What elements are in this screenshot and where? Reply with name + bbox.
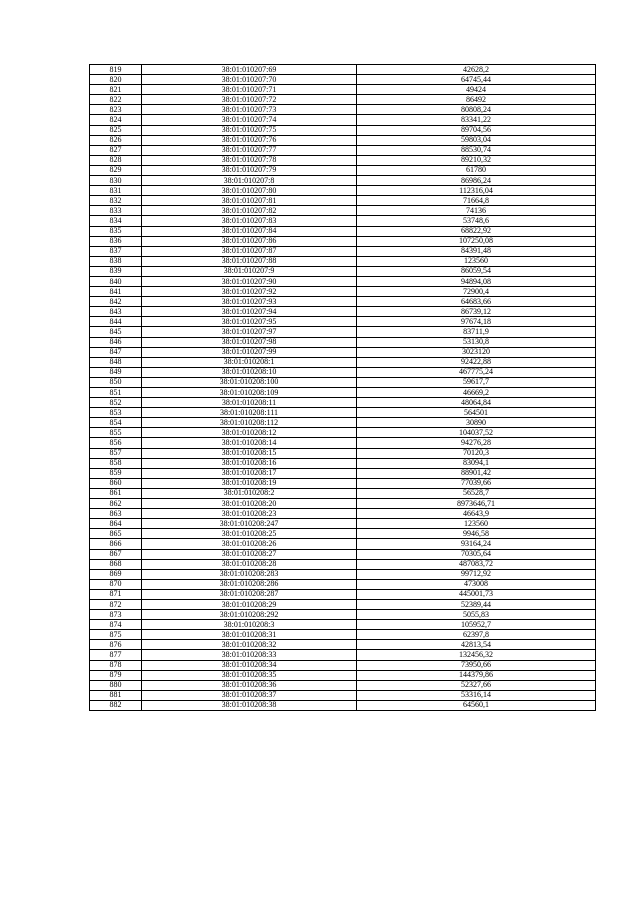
table-row [90,680,596,690]
value-cell: 53316,14 [357,690,596,700]
cadastral-number-cell: 38:01:010207:76 [142,135,357,145]
row-number-cell: 843 [90,307,142,317]
value-cell: 86739,12 [357,307,596,317]
table-row [90,388,596,398]
row-number-cell: 877 [90,650,142,660]
value-cell: 52327,66 [357,680,596,690]
value-cell: 3023120 [357,347,596,357]
value-cell: 86492 [357,95,596,105]
table-row [90,690,596,700]
table-row [90,519,596,529]
row-number-cell: 849 [90,367,142,377]
value-cell: 68822,92 [357,226,596,236]
table-row [90,478,596,488]
cadastral-number-cell: 38:01:010208:10 [142,367,357,377]
value-cell: 83341,22 [357,115,596,125]
row-number-cell: 842 [90,297,142,307]
value-cell: 42813,54 [357,640,596,650]
value-cell: 89704,56 [357,125,596,135]
table-row [90,549,596,559]
value-cell: 89210,32 [357,155,596,165]
cadastral-number-cell: 38:01:010207:86 [142,236,357,246]
row-number-cell: 880 [90,680,142,690]
table-row [90,610,596,620]
row-number-cell: 872 [90,599,142,609]
row-number-cell: 836 [90,236,142,246]
row-number-cell: 846 [90,337,142,347]
cadastral-number-cell: 38:01:010208:26 [142,539,357,549]
table-row [90,276,596,286]
row-number-cell: 868 [90,559,142,569]
row-number-cell: 835 [90,226,142,236]
value-cell: 80808,24 [357,105,596,115]
row-number-cell: 876 [90,640,142,650]
value-cell: 84391,48 [357,246,596,256]
value-cell: 564501 [357,408,596,418]
cadastral-number-cell: 38:01:010207:92 [142,287,357,297]
cadastral-number-cell: 38:01:010207:72 [142,95,357,105]
row-number-cell: 847 [90,347,142,357]
table-row [90,408,596,418]
value-cell: 71664,8 [357,196,596,206]
table-row [90,357,596,367]
value-cell: 52389,44 [357,599,596,609]
table-row [90,206,596,216]
row-number-cell: 832 [90,196,142,206]
value-cell: 97674,18 [357,317,596,327]
row-number-cell: 882 [90,700,142,710]
row-number-cell: 823 [90,105,142,115]
cadastral-number-cell: 38:01:010208:100 [142,377,357,387]
cadastral-number-cell: 38:01:010207:80 [142,186,357,196]
cadastral-number-cell: 38:01:010208:16 [142,458,357,468]
cadastral-number-cell: 38:01:010207:82 [142,206,357,216]
cadastral-number-cell: 38:01:010207:87 [142,246,357,256]
table-row [90,236,596,246]
row-number-cell: 825 [90,125,142,135]
value-cell: 64683,66 [357,297,596,307]
row-number-cell: 834 [90,216,142,226]
cadastral-number-cell: 38:01:010207:69 [142,65,357,75]
row-number-cell: 833 [90,206,142,216]
value-cell: 30890 [357,418,596,428]
value-cell: 70120,3 [357,448,596,458]
row-number-cell: 831 [90,186,142,196]
table-row [90,226,596,236]
value-cell: 99712,92 [357,569,596,579]
table-row [90,266,596,276]
row-number-cell: 863 [90,509,142,519]
row-number-cell: 879 [90,670,142,680]
cadastral-number-cell: 38:01:010207:73 [142,105,357,115]
table-row [90,468,596,478]
table-row [90,186,596,196]
table-row [90,95,596,105]
row-number-cell: 867 [90,549,142,559]
table-row [90,398,596,408]
table-row [90,287,596,297]
value-cell: 61780 [357,165,596,175]
row-number-cell: 829 [90,165,142,175]
cadastral-number-cell: 38:01:010208:12 [142,428,357,438]
row-number-cell: 878 [90,660,142,670]
table-row [90,115,596,125]
value-cell: 92422,88 [357,357,596,367]
row-number-cell: 844 [90,317,142,327]
value-cell: 86986,24 [357,176,596,186]
cadastral-number-cell: 38:01:010208:38 [142,700,357,710]
row-number-cell: 853 [90,408,142,418]
cadastral-number-cell: 38:01:010208:286 [142,579,357,589]
row-number-cell: 875 [90,630,142,640]
row-number-cell: 820 [90,75,142,85]
table-body [90,65,596,711]
table-row [90,640,596,650]
value-cell: 107250,08 [357,236,596,246]
row-number-cell: 870 [90,579,142,589]
table-row [90,539,596,549]
row-number-cell: 857 [90,448,142,458]
table-row [90,317,596,327]
row-number-cell: 852 [90,398,142,408]
cadastral-number-cell: 38:01:010208:2 [142,488,357,498]
value-cell: 123560 [357,256,596,266]
cadastral-number-cell: 38:01:010207:77 [142,145,357,155]
cadastral-number-cell: 38:01:010208:19 [142,478,357,488]
row-number-cell: 858 [90,458,142,468]
table-row [90,125,596,135]
cadastral-number-cell: 38:01:010207:90 [142,276,357,286]
value-cell: 49424 [357,85,596,95]
row-number-cell: 855 [90,428,142,438]
row-number-cell: 860 [90,478,142,488]
cadastral-number-cell: 38:01:010207:70 [142,75,357,85]
table-row [90,448,596,458]
cadastral-number-cell: 38:01:010208:25 [142,529,357,539]
cadastral-number-cell: 38:01:010208:31 [142,630,357,640]
value-cell: 473008 [357,579,596,589]
cadastral-number-cell: 38:01:010207:99 [142,347,357,357]
table-row [90,499,596,509]
cadastral-number-cell: 38:01:010207:95 [142,317,357,327]
row-number-cell: 824 [90,115,142,125]
row-number-cell: 839 [90,266,142,276]
row-number-cell: 827 [90,145,142,155]
table-row [90,509,596,519]
value-cell: 487083,72 [357,559,596,569]
cadastral-number-cell: 38:01:010208:32 [142,640,357,650]
row-number-cell: 866 [90,539,142,549]
table-row [90,216,596,226]
table-row [90,660,596,670]
row-number-cell: 841 [90,287,142,297]
cadastral-number-cell: 38:01:010207:79 [142,165,357,175]
value-cell: 132456,32 [357,650,596,660]
row-number-cell: 861 [90,488,142,498]
table-row [90,105,596,115]
table-row [90,135,596,145]
cadastral-number-cell: 38:01:010208:292 [142,610,357,620]
row-number-cell: 828 [90,155,142,165]
table-row [90,579,596,589]
value-cell: 59803,04 [357,135,596,145]
row-number-cell: 854 [90,418,142,428]
value-cell: 94894,08 [357,276,596,286]
cadastral-number-cell: 38:01:010208:111 [142,408,357,418]
table-row [90,377,596,387]
cadastral-number-cell: 38:01:010207:97 [142,327,357,337]
data-table [89,64,596,711]
row-number-cell: 856 [90,438,142,448]
value-cell: 74136 [357,206,596,216]
row-number-cell: 838 [90,256,142,266]
table-row [90,246,596,256]
table-row [90,650,596,660]
row-number-cell: 837 [90,246,142,256]
cadastral-number-cell: 38:01:010208:14 [142,438,357,448]
table-row [90,85,596,95]
table-row [90,307,596,317]
value-cell: 104037,52 [357,428,596,438]
row-number-cell: 873 [90,610,142,620]
cadastral-number-cell: 38:01:010208:37 [142,690,357,700]
table-row [90,488,596,498]
value-cell: 105952,7 [357,620,596,630]
cadastral-number-cell: 38:01:010208:29 [142,599,357,609]
value-cell: 83711,9 [357,327,596,337]
value-cell: 53130,8 [357,337,596,347]
table-row [90,458,596,468]
value-cell: 42628,2 [357,65,596,75]
row-number-cell: 826 [90,135,142,145]
cadastral-number-cell: 38:01:010207:74 [142,115,357,125]
cadastral-number-cell: 38:01:010208:283 [142,569,357,579]
value-cell: 123560 [357,519,596,529]
table-row [90,428,596,438]
row-number-cell: 881 [90,690,142,700]
table-row [90,327,596,337]
cadastral-number-cell: 38:01:010208:36 [142,680,357,690]
row-number-cell: 874 [90,620,142,630]
cadastral-number-cell: 38:01:010208:1 [142,357,357,367]
cadastral-number-cell: 38:01:010207:71 [142,85,357,95]
value-cell: 46643,9 [357,509,596,519]
cadastral-number-cell: 38:01:010207:78 [142,155,357,165]
cadastral-number-cell: 38:01:010207:75 [142,125,357,135]
table-row [90,176,596,186]
table-row [90,65,596,75]
cadastral-number-cell: 38:01:010207:88 [142,256,357,266]
value-cell: 72900,4 [357,287,596,297]
cadastral-number-cell: 38:01:010208:247 [142,519,357,529]
cadastral-number-cell: 38:01:010207:81 [142,196,357,206]
row-number-cell: 830 [90,176,142,186]
cadastral-number-cell: 38:01:010208:33 [142,650,357,660]
row-number-cell: 862 [90,499,142,509]
table-row [90,529,596,539]
value-cell: 88530,74 [357,145,596,155]
row-number-cell: 864 [90,519,142,529]
cadastral-number-cell: 38:01:010207:98 [142,337,357,347]
value-cell: 48064,84 [357,398,596,408]
value-cell: 112316,04 [357,186,596,196]
value-cell: 144379,86 [357,670,596,680]
cadastral-number-cell: 38:01:010208:109 [142,388,357,398]
table-row [90,75,596,85]
table-row [90,256,596,266]
row-number-cell: 871 [90,589,142,599]
table-row [90,347,596,357]
cadastral-number-cell: 38:01:010208:35 [142,670,357,680]
table-row [90,155,596,165]
table-row [90,367,596,377]
row-number-cell: 819 [90,65,142,75]
cadastral-number-cell: 38:01:010208:23 [142,509,357,519]
row-number-cell: 865 [90,529,142,539]
value-cell: 9946,58 [357,529,596,539]
row-number-cell: 848 [90,357,142,367]
cadastral-number-cell: 38:01:010208:28 [142,559,357,569]
cadastral-number-cell: 38:01:010207:8 [142,176,357,186]
value-cell: 46669,2 [357,388,596,398]
value-cell: 56528,7 [357,488,596,498]
table-row [90,620,596,630]
cadastral-number-cell: 38:01:010207:93 [142,297,357,307]
table-row [90,438,596,448]
value-cell: 83094,1 [357,458,596,468]
cadastral-number-cell: 38:01:010207:84 [142,226,357,236]
cadastral-number-cell: 38:01:010208:287 [142,589,357,599]
cadastral-number-cell: 38:01:010208:17 [142,468,357,478]
cadastral-number-cell: 38:01:010208:15 [142,448,357,458]
value-cell: 86059,54 [357,266,596,276]
value-cell: 5055,83 [357,610,596,620]
table-row [90,589,596,599]
value-cell: 59617,7 [357,377,596,387]
row-number-cell: 822 [90,95,142,105]
cadastral-number-cell: 38:01:010208:34 [142,660,357,670]
value-cell: 53748,6 [357,216,596,226]
value-cell: 445001,73 [357,589,596,599]
cadastral-number-cell: 38:01:010208:27 [142,549,357,559]
value-cell: 64745,44 [357,75,596,85]
table-row [90,630,596,640]
table-row [90,599,596,609]
cadastral-number-cell: 38:01:010207:94 [142,307,357,317]
row-number-cell: 845 [90,327,142,337]
value-cell: 94276,28 [357,438,596,448]
cadastral-number-cell: 38:01:010207:9 [142,266,357,276]
value-cell: 88901,42 [357,468,596,478]
table-row [90,670,596,680]
table-row [90,145,596,155]
cadastral-number-cell: 38:01:010208:112 [142,418,357,428]
row-number-cell: 859 [90,468,142,478]
row-number-cell: 851 [90,388,142,398]
value-cell: 467775,24 [357,367,596,377]
cadastral-number-cell: 38:01:010208:11 [142,398,357,408]
value-cell: 8973646,71 [357,499,596,509]
value-cell: 77039,66 [357,478,596,488]
value-cell: 70305,64 [357,549,596,559]
cadastral-number-cell: 38:01:010208:3 [142,620,357,630]
cadastral-number-cell: 38:01:010207:83 [142,216,357,226]
value-cell: 62397,8 [357,630,596,640]
table-row [90,337,596,347]
row-number-cell: 869 [90,569,142,579]
table-row [90,196,596,206]
cadastral-number-cell: 38:01:010208:20 [142,499,357,509]
value-cell: 93164,24 [357,539,596,549]
row-number-cell: 840 [90,276,142,286]
table-row [90,569,596,579]
table-row [90,297,596,307]
table-row [90,559,596,569]
table-row [90,700,596,710]
table-row [90,418,596,428]
value-cell: 64560,1 [357,700,596,710]
row-number-cell: 821 [90,85,142,95]
row-number-cell: 850 [90,377,142,387]
value-cell: 73950,66 [357,660,596,670]
table-row [90,165,596,175]
